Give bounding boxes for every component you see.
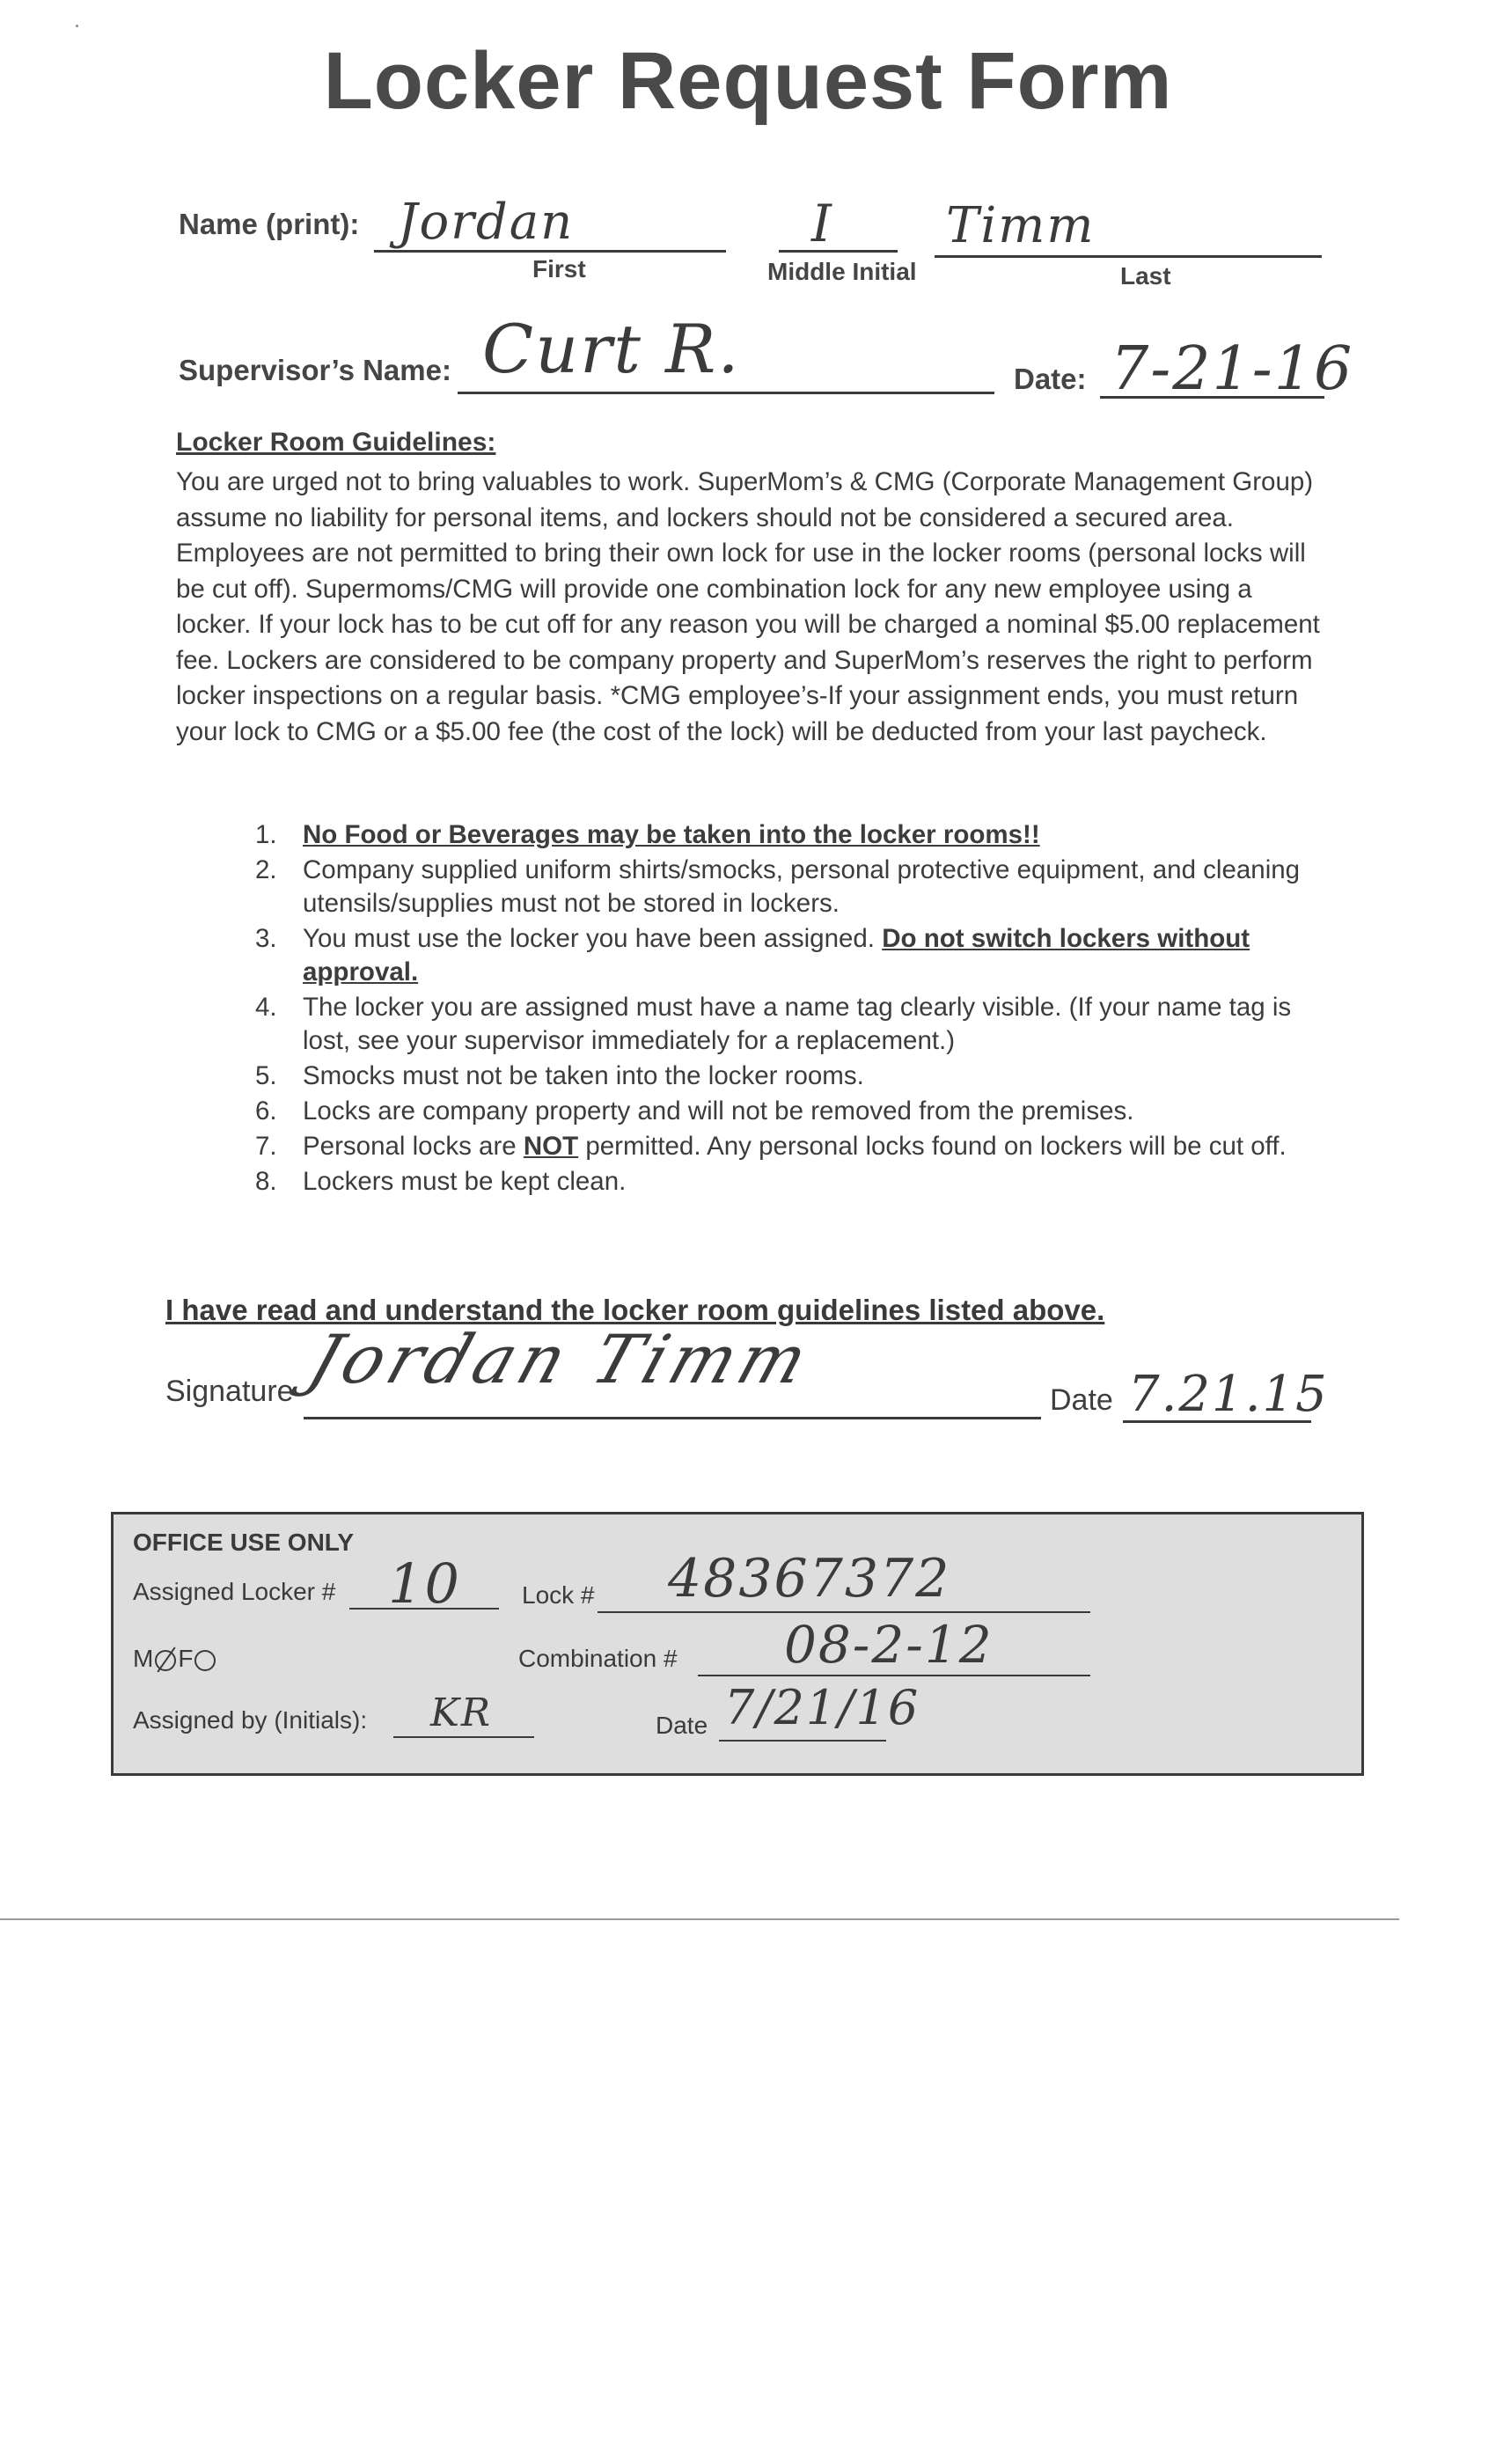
scan-speck bbox=[76, 25, 78, 27]
assigned-locker-label: Assigned Locker # bbox=[133, 1578, 336, 1605]
rule-number: 8. bbox=[255, 1167, 277, 1196]
rule-emphasis: No Food or Beverages may be taken into the locker rooms!! bbox=[303, 820, 1040, 849]
last-name-line bbox=[935, 255, 1322, 258]
office-use-heading: OFFICE USE ONLY bbox=[133, 1529, 355, 1556]
signature-date-label: Date bbox=[1050, 1383, 1113, 1417]
last-name-field[interactable]: Timm bbox=[946, 197, 1096, 254]
rule-tail: permitted. Any personal locks found on lockers will be cut off. bbox=[578, 1132, 1287, 1161]
rule-number: 5. bbox=[255, 1061, 277, 1090]
combination-line bbox=[698, 1675, 1090, 1676]
rule-number: 6. bbox=[255, 1096, 277, 1126]
supervisor-label: Supervisor’s Name: bbox=[179, 354, 451, 386]
rule-text: Lockers must be kept clean. bbox=[303, 1167, 627, 1196]
rule-item bbox=[255, 991, 1338, 1058]
office-date-line bbox=[719, 1740, 886, 1742]
supervisor-field[interactable]: Curt R. bbox=[482, 310, 741, 388]
combination-field[interactable]: 08-2-12 bbox=[784, 1615, 994, 1675]
rule-text: Personal locks are bbox=[303, 1132, 524, 1161]
rule-item bbox=[255, 1165, 1338, 1199]
guidelines-heading: Locker Room Guidelines: bbox=[176, 428, 496, 457]
office-date-label: Date bbox=[656, 1712, 708, 1739]
rule-item bbox=[255, 1060, 1338, 1093]
rule-item bbox=[255, 1095, 1338, 1128]
lock-number-label: Lock # bbox=[522, 1581, 595, 1609]
signature-label: Signature bbox=[165, 1375, 294, 1408]
rule-number: 7. bbox=[255, 1132, 277, 1161]
guidelines-paragraph: You are urged not to bring valuables to work. SuperMom’s & CMG (Corporate Management Group) assume no liability for personal items, and lockers should not be considered a secured area. Employees are not permitted to bring their own lock for use in the locker rooms (personal locks will be cut off). Supermoms/CMG will provide one combination lock for any new employee using a locker. If your lock has to be cut off for any reason you will be charged a nominal $5.00 replacement fee. Lockers are considered to be company property and SuperMom’s reserves the right to perform locker inspections on a regular basis. *CMG employee’s-If your assignment ends, you must return your lock to CMG or a $5.00 fee (the cost of the lock) will be deducted from your last paycheck. bbox=[176, 467, 1320, 746]
name-label: Name (print): bbox=[179, 208, 360, 240]
gender-m-label: M bbox=[133, 1645, 154, 1672]
rule-emphasis: Do not switch lockers without approval. bbox=[303, 924, 1250, 986]
assigned-by-field[interactable]: KR bbox=[430, 1690, 492, 1735]
rule-number: 3. bbox=[255, 924, 277, 953]
middle-initial-caption: Middle Initial bbox=[767, 258, 917, 285]
rule-number: 4. bbox=[255, 993, 277, 1022]
rule-text: The locker you are assigned must have a name tag clearly visible. (If your name tag is lost, see your supervisor immediately for a replacement.) bbox=[303, 993, 1292, 1055]
first-caption: First bbox=[532, 255, 586, 282]
lock-number-line bbox=[598, 1611, 1090, 1613]
rule-number: 2. bbox=[255, 855, 277, 884]
rule-text: Company supplied uniform shirts/smocks, personal protective equipment, and cleaning utensils/supplies must not be stored in lockers. bbox=[303, 855, 1301, 918]
rule-emphasis: NOT bbox=[523, 1132, 579, 1161]
gender-m-checkbox-crossed[interactable] bbox=[155, 1650, 176, 1671]
supervisor-date-field[interactable]: 7-21-16 bbox=[1111, 334, 1354, 404]
gender-f-checkbox[interactable] bbox=[194, 1650, 216, 1671]
office-date-field[interactable]: 7/21/16 bbox=[724, 1680, 920, 1735]
scan-edge-line bbox=[0, 1918, 1399, 1920]
office-use-box bbox=[111, 1512, 1364, 1776]
signature-line bbox=[304, 1417, 1041, 1419]
combination-label: Combination # bbox=[518, 1645, 678, 1672]
signature-date-field[interactable]: 7.21.15 bbox=[1128, 1366, 1329, 1423]
last-caption: Last bbox=[1120, 262, 1171, 290]
rule-item bbox=[255, 1130, 1338, 1163]
rule-number: 1. bbox=[255, 820, 277, 849]
gender-select[interactable] bbox=[133, 1645, 216, 1673]
signature-field[interactable]: Jordan Timm bbox=[299, 1320, 823, 1398]
acknowledgement-statement: I have read and understand the locker room guidelines listed above. bbox=[165, 1294, 1105, 1326]
rule-item bbox=[255, 922, 1338, 989]
assigned-by-label: Assigned by (Initials): bbox=[133, 1706, 368, 1734]
middle-initial-field[interactable]: I bbox=[811, 194, 833, 253]
assigned-by-line bbox=[393, 1736, 534, 1738]
rule-text: You must use the locker you have been assigned. bbox=[303, 924, 883, 953]
supervisor-date-label: Date: bbox=[1014, 363, 1087, 395]
rule-text: Locks are company property and will not be removed from the premises. bbox=[303, 1096, 1134, 1126]
rule-text: Smocks must not be taken into the locker rooms. bbox=[303, 1061, 864, 1090]
gender-f-label: F bbox=[178, 1645, 194, 1672]
guidelines-rules bbox=[255, 818, 1338, 1200]
supervisor-line bbox=[458, 392, 994, 394]
middle-initial-line bbox=[779, 250, 898, 253]
rule-item bbox=[255, 818, 1338, 852]
rule-item bbox=[255, 854, 1338, 920]
assigned-locker-field[interactable]: 10 bbox=[388, 1551, 461, 1616]
lock-number-field[interactable]: 48367372 bbox=[668, 1548, 951, 1610]
page-title: Locker Request Form bbox=[323, 36, 1173, 126]
first-name-field[interactable]: Jordan bbox=[398, 194, 575, 251]
